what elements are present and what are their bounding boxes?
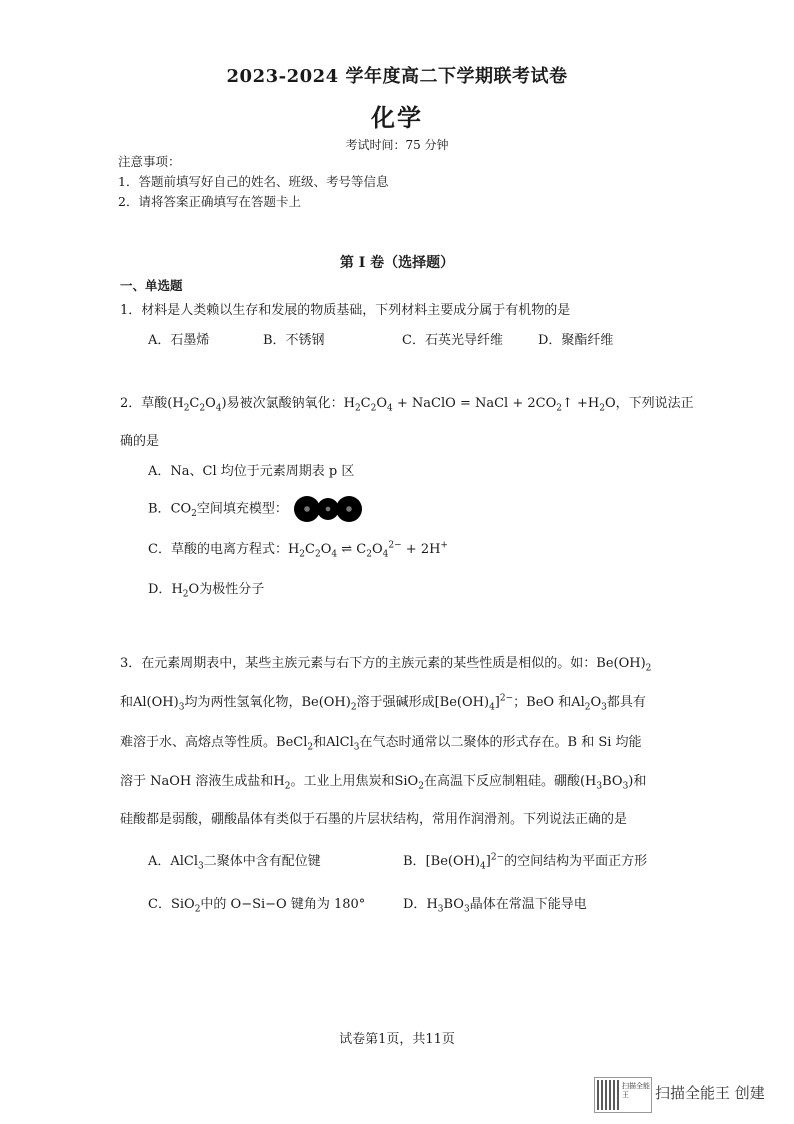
co2-space-filling-model [294, 496, 362, 522]
question-2-option-d: D．$H_2O$为极性分子 [148, 582, 265, 600]
question-1-option-b: B．不锈钢 [263, 333, 325, 348]
question-1-stem: 1．材料是人类赖以生存和发展的物质基础，下列材料主要成分属于有机物的是 [120, 303, 571, 318]
question-2-stem-line2: 确的是 [120, 434, 160, 449]
page-footer: 试卷第1页，共11页 [339, 1032, 455, 1047]
logo-text: 扫描全能王 [622, 1082, 650, 1099]
notes-item: 1．答题前填写好自己的姓名、班级、考号等信息 [118, 174, 389, 189]
notes-heading: 注意事项： [118, 154, 181, 169]
question-3-option-d: D．$H_3BO_3$晶体在常温下能导电 [403, 897, 587, 915]
oxygen-atom [336, 496, 362, 522]
scanner-watermark-text: 扫描全能王 创建 [655, 1084, 765, 1102]
question-3-line-2: 和$Al(OH)_3$均为两性氢氧化物，$Be(OH)_2$溶于强碱形成$[Be(OH)_4]^{2-}$；BeO 和$Al_2O_3$都具有 [120, 693, 646, 713]
question-2-stem: 2．草酸$(H_2C_2O_4)$易被次氯酸钠氧化：$H_2C_2O_4$ + NaClO = NaCl + $2CO_2↑ +H_2O$，下列说法正 [120, 396, 694, 414]
question-2-option-a: A．Na、Cl 均位于元素周期表 p 区 [148, 464, 355, 479]
question-2-option-b: B．$CO_2$空间填充模型： [148, 496, 362, 522]
question-type: 一、单选题 [120, 278, 183, 293]
question-3-line-5: 硅酸都是弱酸，硼酸晶体有类似于石墨的片层状结构，常用作润滑剂。下列说法正确的是 [120, 812, 628, 827]
section-title: 第 I 卷（选择题） [339, 255, 455, 271]
question-3-line-1: 3．在元素周期表中，某些主族元素与右下方的主族元素的某些性质是相似的。如：$Be(OH)_2$ [120, 656, 652, 674]
question-3-line-3: 难溶于水、高熔点等性质。BeCl$_2$和AlCl$_3$在气态时通常以二聚体的形式存在。B 和 Si 均能 [120, 735, 642, 753]
scanner-logo [594, 1077, 652, 1113]
question-3-option-a: A．AlCl$_3$二聚体中含有配位键 [148, 854, 321, 872]
question-3-option-b: B．$[Be(OH)_4]^{2-}$的空间结构为平面正方形 [403, 852, 648, 872]
question-1-option-a: A．石墨烯 [148, 333, 210, 348]
question-3-option-c: C．SiO$_2$中的 O−Si−O 键角为 180° [148, 897, 366, 915]
exam-title: 2023-2024 学年度高二下学期联考试卷 [226, 66, 568, 87]
qr-code-icon [597, 1080, 619, 1110]
exam-duration: 考试时间：75 分钟 [345, 138, 449, 152]
question-1-option-d: D．聚酯纤维 [538, 333, 614, 348]
notes [118, 152, 388, 212]
notes-item: 2．请将答案正确填写在答题卡上 [118, 194, 301, 209]
question-1-option-c: C．石英光导纤维 [402, 333, 503, 348]
subject-title: 化学 [371, 103, 423, 132]
question-3-line-4: 溶于 NaOH 溶液生成盐和$H_2$。工业上用焦炭和SiO$_2$在高温下反应制粗硅。硼酸$(H_3BO_3)$和 [120, 774, 647, 792]
question-2-option-c: C．草酸的电离方程式：$H_2C_2O_4$ ⇌ $C_2O_4^{2-} + 2H^+$ [148, 540, 448, 560]
